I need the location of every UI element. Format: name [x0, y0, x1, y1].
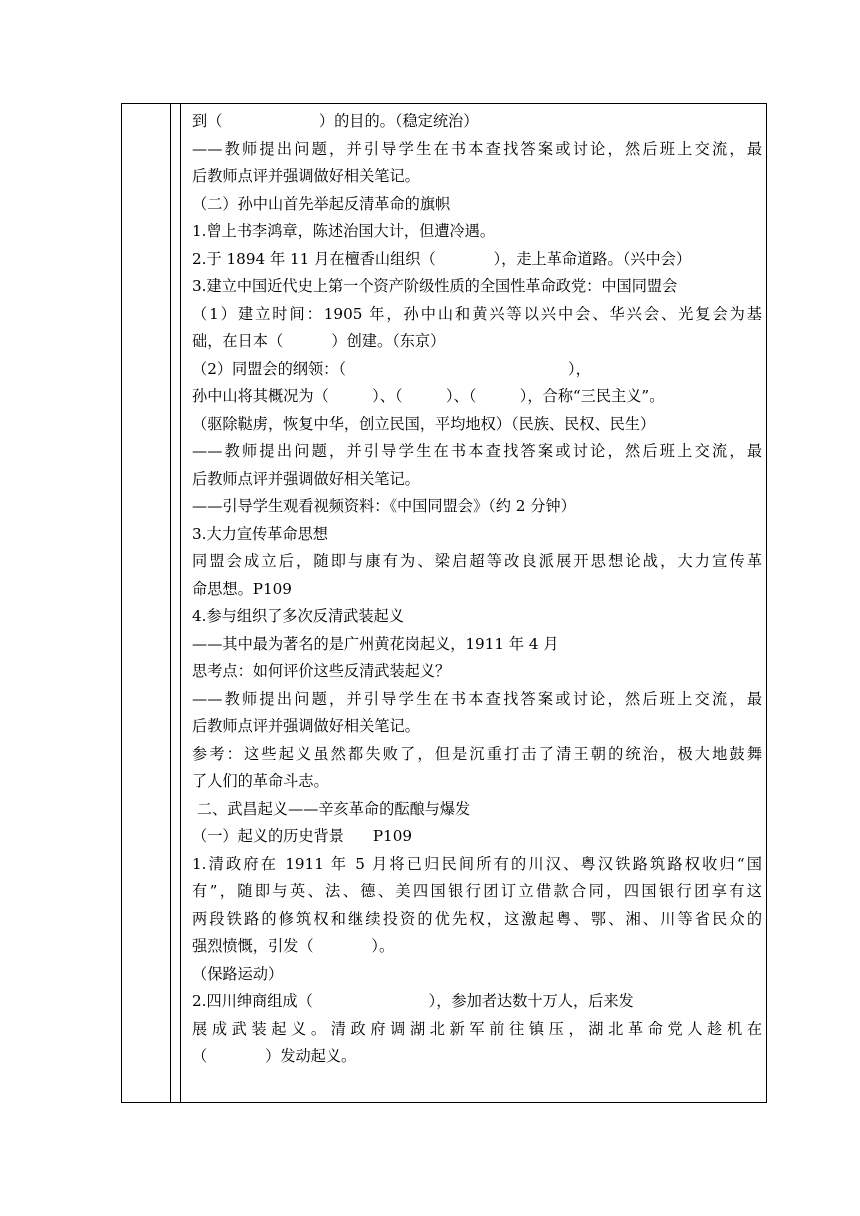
- section-heading: 3.大力宣传革命思想: [192, 524, 328, 543]
- section-heading: 4.参与组织了多次反清武装起义: [192, 607, 404, 625]
- text-line: 了人们的革命斗志。: [192, 772, 329, 790]
- text-line: 1.曾上书李鸿章，陈述治国大计，但遭冷遇。: [192, 222, 496, 240]
- text-line: 展成武装起义。清政府调湖北新军前往镇压，湖北革命党人趁机在: [192, 1019, 762, 1038]
- text-line: 同盟会成立后，随即与康有为、梁启超等改良派展开思想论战，大力宣传革: [192, 552, 762, 570]
- text-line: 参考：这些起义虽然都失败了，但是沉重打击了清王朝的统治，极大地鼓舞: [192, 744, 762, 763]
- section-heading: 二、武昌起义——辛亥革命的酝酿与爆发: [192, 799, 471, 818]
- lesson-content: [192, 108, 762, 1071]
- text-line: （ ）发动起义。: [192, 1047, 357, 1065]
- text-line: 2.于 1894 年 11 月在檀香山组织（ ），走上革命道路。（兴中会）: [192, 249, 692, 268]
- text-line: 命思想。P109: [192, 579, 292, 598]
- text-line: （驱除鞑虏，恢复中华，创立民国，平均地权）（民族、民权、民生）: [192, 414, 656, 433]
- text-line: ——引导学生观看视频资料：《中国同盟会》（约 2 分钟）: [192, 497, 576, 515]
- text-line: 思考点：如何评价这些反清武装起义？: [192, 662, 451, 680]
- text-line: ——教师提出问题，并引导学生在书本查找答案或讨论，然后班上交流，最: [192, 442, 762, 460]
- text-line: 后教师点评并强调做好相关笔记。: [192, 717, 420, 735]
- text-line: ——教师提出问题，并引导学生在书本查找答案或讨论，然后班上交流，最: [192, 139, 762, 158]
- lesson-plan-table: [121, 103, 767, 1103]
- text-line: 2.四川绅商组成（ ），参加者达数十万人，后来发: [192, 992, 634, 1010]
- text-line: 3.建立中国近代史上第一个资产阶级性质的全国性革命政党：中国同盟会: [192, 277, 678, 295]
- column-divider-right: [180, 104, 181, 1102]
- text-line: ——教师提出问题，并引导学生在书本查找答案或讨论，然后班上交流，最: [192, 689, 762, 708]
- column-divider-left: [170, 104, 171, 1102]
- text-line: 后教师点评并强调做好相关笔记。: [192, 469, 420, 488]
- text-line: ——其中最为著名的是广州黄花岗起义，1911 年 4 月: [192, 634, 559, 653]
- text-line: 到（ ）的目的。（稳定统治）: [192, 112, 479, 130]
- text-line: （1）建立时间：1905 年，孙中山和黄兴等以兴中会、华兴会、光复会为基: [192, 304, 762, 323]
- text-line: 有”，随即与英、法、德、美四国银行团订立借款合同，四国银行团享有这: [192, 882, 762, 900]
- text-line: 础，在日本（ ）创建。（东京）: [192, 332, 446, 350]
- section-heading: （二）孙中山首先举起反清革命的旗帜: [192, 194, 451, 213]
- text-line: 后教师点评并强调做好相关笔记。: [192, 167, 420, 185]
- text-line: （保路运动）: [192, 964, 284, 983]
- text-line: （2）同盟会的纲领：（ ），: [192, 359, 591, 378]
- section-heading: （一）起义的历史背景 P109: [192, 827, 413, 845]
- text-line: 1.清政府在 1911 年 5 月将已归民间所有的川汉、粤汉铁路筑路权收归“国: [192, 854, 762, 873]
- text-line: 强烈愤慨，引发（ ）。: [192, 937, 395, 955]
- text-line: 孙中山将其概况为（ ）、（ ）、（ ），合称“三民主义”。: [192, 387, 665, 405]
- text-line: 两段铁路的修筑权和继续投资的优先权，这激起粤、鄂、湘、川等省民众的: [192, 909, 762, 928]
